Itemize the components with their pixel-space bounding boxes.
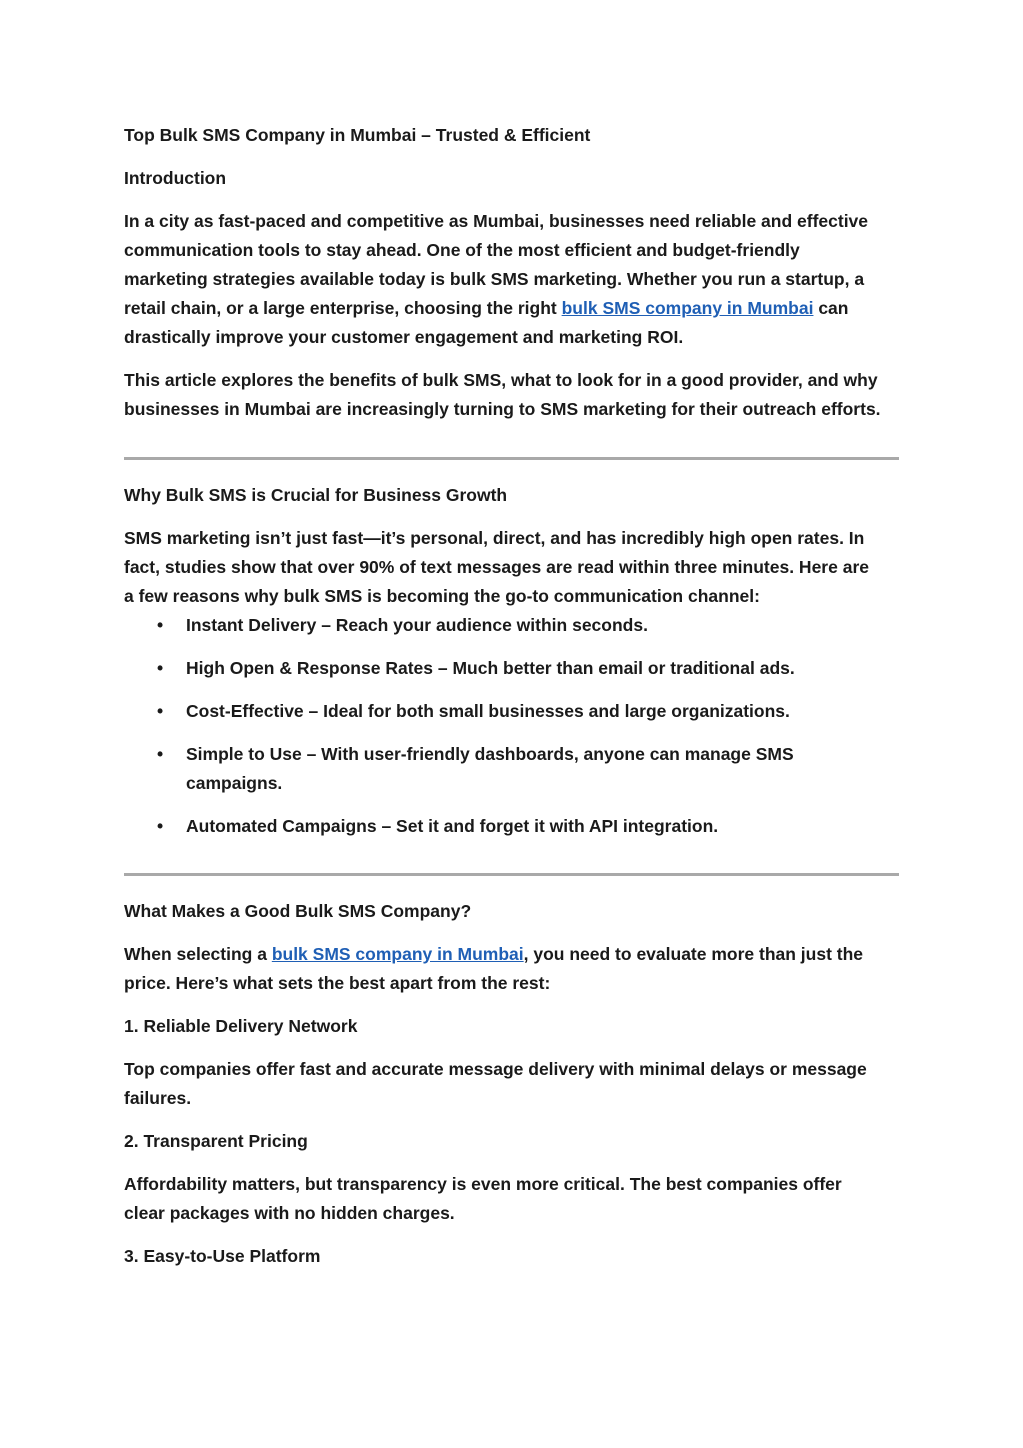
list-item: [124, 697, 899, 726]
list-item-text: campaigns.: [186, 773, 283, 793]
text-line: clear packages with no hidden charges.: [124, 1203, 455, 1223]
text-line-with-link: [124, 940, 899, 969]
text-line: In a city as fast-paced and competitive as Mumbai, businesses need reliable and effective: [124, 211, 869, 231]
document-title: Top Bulk SMS Company in Mumbai – Trusted & Efficient: [124, 125, 591, 145]
text-line: Affordability matters, but transparency is even more critical. The best companies offer: [124, 1174, 842, 1194]
list-item-text: Cost-Effective – Ideal for both small businesses and large organizations.: [186, 701, 790, 721]
good-company-paragraph: [124, 940, 899, 998]
intro-heading: Introduction: [124, 168, 227, 188]
article-overview-paragraph: [124, 366, 899, 424]
why-bulk-sms-heading: Why Bulk SMS is Crucial for Business Growth: [124, 485, 508, 505]
bullet-icon: •: [157, 658, 164, 678]
text-line-with-link: [124, 294, 899, 323]
section-divider: [124, 457, 899, 460]
bullet-icon: •: [157, 744, 164, 764]
document-page: [124, 121, 899, 1271]
text-segment: retail chain, or a large enterprise, choosing the right: [124, 298, 562, 318]
text-line: communication tools to stay ahead. One of the most efficient and budget-friendly: [124, 240, 800, 260]
text-line: a few reasons why bulk SMS is becoming the go-to communication channel:: [124, 586, 760, 606]
easy-platform-heading: 3. Easy-to-Use Platform: [124, 1246, 321, 1266]
text-segment: can: [813, 298, 849, 318]
reliable-delivery-heading: 1. Reliable Delivery Network: [124, 1016, 358, 1036]
text-line: failures.: [124, 1088, 192, 1108]
why-bulk-sms-paragraph: [124, 524, 899, 611]
list-item: [124, 654, 899, 683]
text-segment: , you need to evaluate more than just the: [523, 944, 864, 964]
bullet-icon: •: [157, 701, 164, 721]
section-divider: [124, 873, 899, 876]
bulk-sms-company-link[interactable]: bulk SMS company in Mumbai: [561, 298, 814, 318]
text-line: businesses in Mumbai are increasingly turning to SMS marketing for their outreach efforts.: [124, 399, 881, 419]
text-line: This article explores the benefits of bulk SMS, what to look for in a good provider, and why: [124, 370, 878, 390]
transparent-pricing-heading: 2. Transparent Pricing: [124, 1131, 308, 1151]
text-line: marketing strategies available today is bulk SMS marketing. Whether you run a startup, a: [124, 269, 865, 289]
text-line: drastically improve your customer engagement and marketing ROI.: [124, 327, 684, 347]
list-item-text: Simple to Use – With user-friendly dashboards, anyone can manage SMS: [186, 744, 794, 764]
reliable-delivery-paragraph: [124, 1055, 899, 1113]
good-company-heading: What Makes a Good Bulk SMS Company?: [124, 901, 472, 921]
list-item: [124, 812, 899, 841]
list-item-text: Automated Campaigns – Set it and forget it with API integration.: [186, 816, 719, 836]
bullet-icon: •: [157, 816, 164, 836]
list-item-text: High Open & Response Rates – Much better than email or traditional ads.: [186, 658, 795, 678]
benefits-list: [124, 611, 899, 841]
text-segment: When selecting a: [124, 944, 272, 964]
bullet-icon: •: [157, 615, 164, 635]
text-line: fact, studies show that over 90% of text messages are read within three minutes. Here are: [124, 557, 869, 577]
text-line: price. Here’s what sets the best apart from the rest:: [124, 973, 551, 993]
bulk-sms-company-link[interactable]: bulk SMS company in Mumbai: [271, 944, 524, 964]
list-item: [124, 611, 899, 640]
text-line: Top companies offer fast and accurate message delivery with minimal delays or message: [124, 1059, 867, 1079]
text-line: SMS marketing isn’t just fast—it’s personal, direct, and has incredibly high open rates. In: [124, 528, 865, 548]
intro-paragraph: [124, 207, 899, 352]
list-item-text: Instant Delivery – Reach your audience within seconds.: [186, 615, 648, 635]
list-item: [124, 740, 899, 798]
transparent-pricing-paragraph: [124, 1170, 899, 1228]
